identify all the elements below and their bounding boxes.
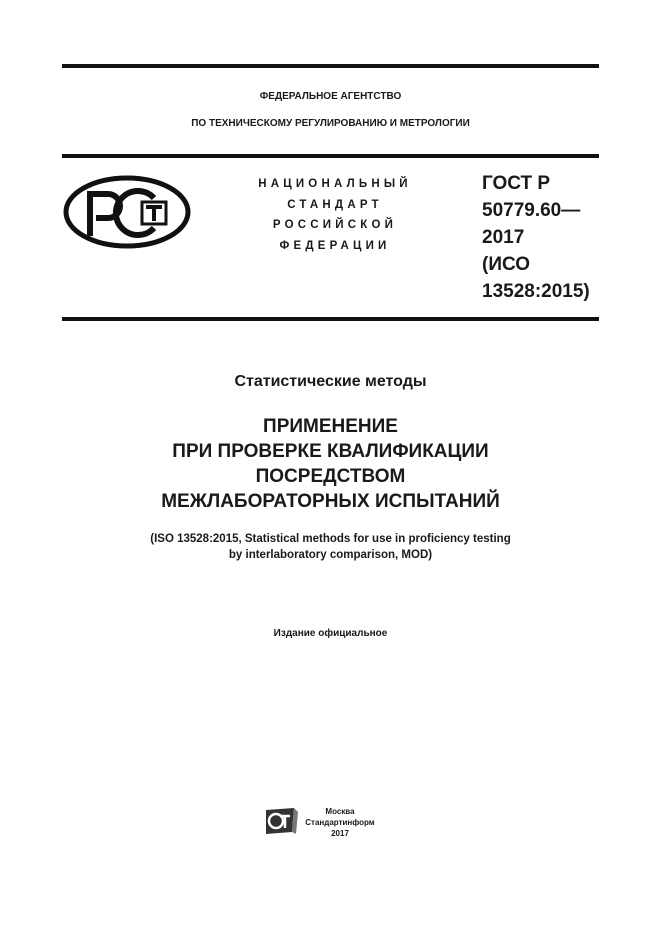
national-line: НАЦИОНАЛЬНЫЙ xyxy=(258,178,412,190)
publisher-name: Стандартинформ xyxy=(305,818,375,827)
title-line: ПРИМЕНЕНИЕ xyxy=(263,416,398,437)
iso-ref-line: by interlaboratory comparison, MOD) xyxy=(228,549,433,561)
iso-ref-line: (ISO 13528:2015, Statistical methods for use in proficiency testing xyxy=(150,533,511,545)
national-line: СТАНДАРТ xyxy=(287,198,383,211)
designation-line: 13528:2015) xyxy=(482,281,590,302)
publisher-city: Москва xyxy=(325,807,355,816)
agency-line-1: ФЕДЕРАЛЬНОЕ АГЕНТСТВО xyxy=(259,91,402,102)
title-line: ПРИ ПРОВЕРКЕ КВАЛИФИКАЦИИ xyxy=(172,441,489,462)
header-rule xyxy=(62,154,599,158)
publisher-info xyxy=(305,806,375,839)
title-line: МЕЖЛАБОРАТОРНЫХ ИСПЫТАНИЙ xyxy=(161,491,500,512)
national-standard-label xyxy=(230,174,440,256)
designation-line: 2017 xyxy=(482,227,525,248)
iso-reference xyxy=(0,531,661,563)
national-line: ФЕДЕРАЦИИ xyxy=(279,239,391,252)
title-line: ПОСРЕДСТВОМ xyxy=(255,466,406,487)
agency-line-2: ПО ТЕХНИЧЕСКОМУ РЕГУЛИРОВАНИЮ И МЕТРОЛОГИИ xyxy=(191,118,470,129)
national-line: РОССИЙСКОЙ xyxy=(272,219,398,231)
standartinform-logo xyxy=(264,806,300,836)
edition-label: Издание официальное xyxy=(273,628,388,639)
bottom-header-rule xyxy=(62,317,599,321)
designation-line: ГОСТ Р xyxy=(482,173,551,194)
rst-logo xyxy=(62,174,192,250)
top-rule xyxy=(62,64,599,68)
publisher-year: 2017 xyxy=(331,829,349,838)
standard-designation xyxy=(482,170,590,305)
document-title xyxy=(0,414,661,514)
designation-line: (ИСО xyxy=(482,254,531,275)
subtitle: Статистические методы xyxy=(234,373,427,390)
designation-line: 50779.60— xyxy=(482,200,581,221)
